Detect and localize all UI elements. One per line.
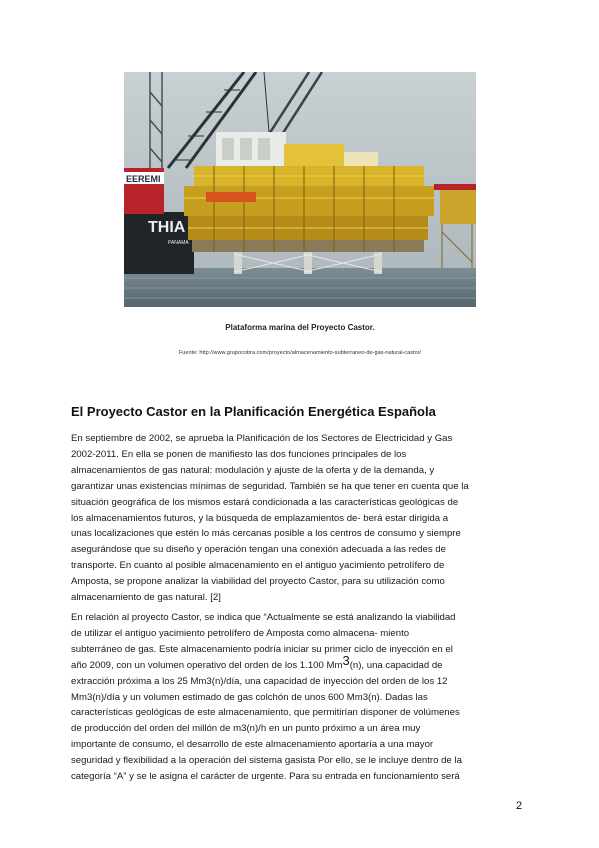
superscript: 3 [342,652,350,668]
offshore-platform-photo [124,72,476,307]
figure-caption: Plataforma marina del Proyecto Castor. [225,323,375,332]
text-line: extracción próxima a los 25 Mm3(n)/día, una capacidad de inyección del orden de los 12 [71,675,448,687]
text-line: situación geográfica de los mismos estará condicionada a las características geológicas de [71,496,459,508]
paragraph-2 [71,610,528,785]
text-line: categoría “A” y se le asigna el carácter de urgente. Para su entrada en funcionamiento será [71,771,460,783]
text-line: características geológicas de este almacenamiento, que permitirían disponer de volúmenes [71,707,460,719]
paragraph-1 [71,431,528,606]
text-line: subterráneo de gas. Este almacenamiento podría iniciar su primer ciclo de inyección en el [71,643,453,655]
text-fragment: (n), una capacidad de [349,659,443,671]
text-line: En relación al proyecto Castor, se indica que “Actualmente se está analizando la viabilidad [71,612,456,623]
page-number: 2 [516,800,523,812]
text-line: los almacenamientos futuros, y la búsqueda de emplazamientos de- berá estar dirigida a [71,512,449,524]
text-line: 2002-2011. En ella se ponen de manifiesto las dos funciones principales de los [71,448,407,460]
text-line: Mm3(n)/día y un volumen estimado de gas colchón de unos 600 Mm3(n). Dadas las [71,691,428,703]
text-line: seguridad y flexibilidad a la operación del sistema gasista Por ello, se le incluye dentro de la [71,755,462,767]
text-line: En septiembre de 2002, se aprueba la Planificación de los Sectores de Electricidad y Gas [71,433,453,444]
hull-subtext: PANAMA [168,240,189,246]
text-line: unas localizaciones que estén lo más cercanas posible a los centros de consumo y siempre [71,528,461,540]
text-line: importante de consumo, el desarrollo de este almacenamiento aportaría a una mayor [71,739,434,751]
section-heading: El Proyecto Castor en la Planificación Energética Española [71,404,436,419]
text-line: de producción del orden del millón de m3(n)/h en un punto próximo a un área muy [71,723,421,735]
vessel-name: EEREMI [126,174,161,184]
text-line: almacenamiento de gas natural. [2] [71,592,221,604]
text-line: de utilizar el antiguo yacimiento petrolífero de Amposta como almacena- miento [71,627,410,639]
hull-text: THIA [148,219,186,236]
figure-source: Fuente: http://www.grupocobra.com/proyecto/almacenamiento-subterraneo-de-gas-natural-castor/ [178,350,422,356]
text-line: asegurándose que su diseño y operación tengan una conexión adecuada a las redes de [71,544,446,556]
text-line: Amposta, se propone analizar la viabilidad del proyecto Castor, para su utilización como [71,576,445,588]
text-line: transporte. En cuanto al posible almacenamiento en el antiguo yacimiento petrolífero de [71,560,445,572]
text-fragment: año 2009, con un volumen operativo del orden de los 1.100 Mm [71,659,343,671]
text-line [71,652,528,674]
text-line: garantizar unas existencias mínimas de seguridad. También se ha que tener en cuenta que la [71,480,469,492]
text-line: almacenamientos de gas natural: modulación y ajuste de la oferta y de la demanda, y [71,464,435,476]
